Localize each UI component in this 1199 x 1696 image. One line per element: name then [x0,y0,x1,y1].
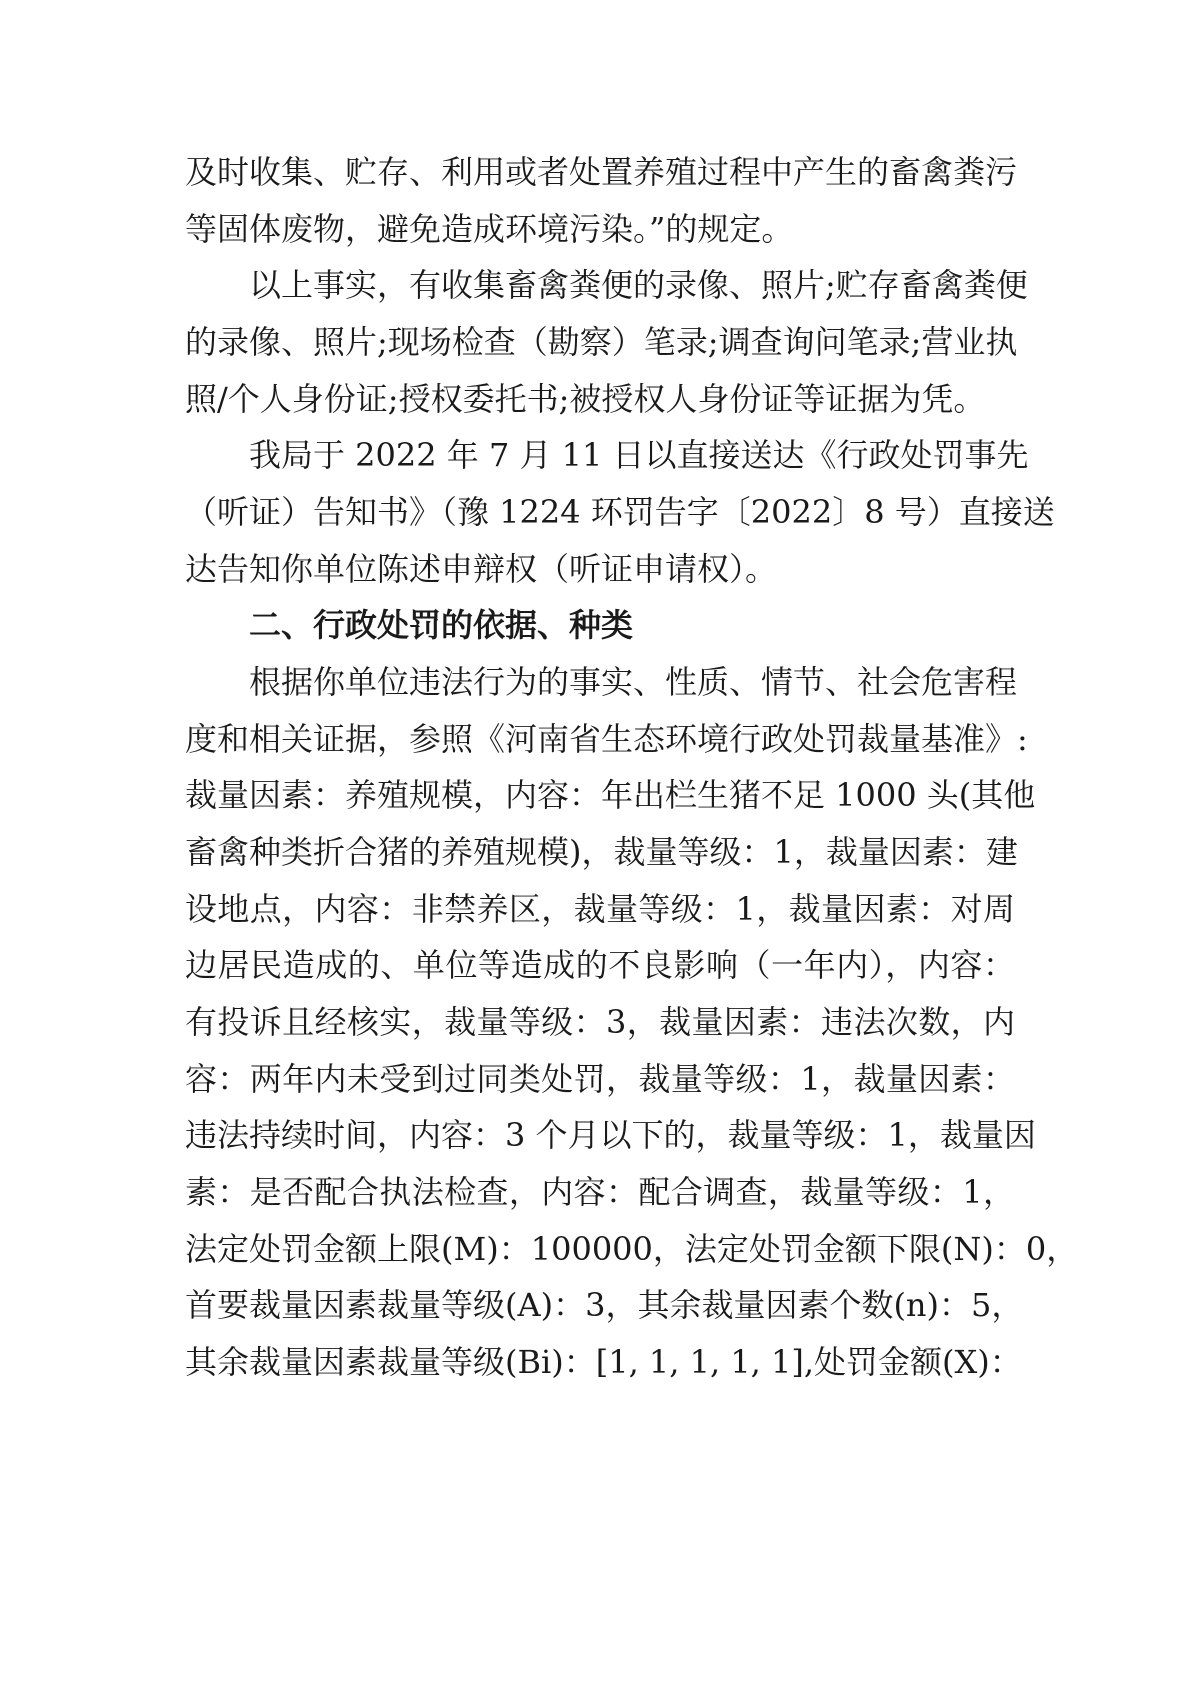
body-line: 容：两年内未受到过同类处罚，裁量等级：1，裁量因素： [185,1060,1015,1098]
paragraph-basis: 根据你单位违法行为的事实、性质、情节、社会危害程 [249,663,1018,701]
body-line: 首要裁量因素裁量等级(A)：3，其余裁量因素个数(n)：5， [185,1286,1024,1324]
body-line: 裁量因素：养殖规模，内容：年出栏生猪不足 1000 头(其他 [185,776,1036,814]
body-line: 等固体废物，避免造成环境污染。”的规定。 [185,210,794,248]
paragraph-evidence: 以上事实，有收集畜禽粪便的录像、照片;贮存畜禽粪便 [249,266,1028,304]
body-line: 其余裁量因素裁量等级(Bi)：[1, 1, 1, 1, 1],处罚金额(X)： [185,1343,1022,1381]
body-line: 法定处罚金额上限(M)：100000，法定处罚金额下限(N)：0， [185,1230,1079,1268]
body-line: 照/个人身份证;授权委托书;被授权人身份证等证据为凭。 [185,380,986,418]
body-line: 畜禽种类折合猪的养殖规模)，裁量等级：1，裁量因素：建 [185,833,1018,871]
body-line: （听证）告知书》（豫 1224 环罚告字〔2022〕8 号）直接送 [185,493,1055,531]
body-line: 度和相关证据，参照《河南省生态环境行政处罚裁量基准》: [185,720,1028,758]
body-line: 素：是否配合执法检查，内容：配合调查，裁量等级：1， [185,1173,1015,1211]
body-line: 有投诉且经核实，裁量等级：3，裁量因素：违法次数，内 [185,1003,1015,1041]
body-line: 设地点，内容：非禁养区，裁量等级：1，裁量因素：对周 [185,890,1015,928]
section-heading: 二、行政处罚的依据、种类 [249,606,634,644]
body-line: 违法持续时间，内容：3 个月以下的，裁量等级：1，裁量因 [185,1116,1036,1154]
body-line: 边居民造成的、单位等造成的不良影响（一年内），内容： [185,946,1015,984]
paragraph-notice: 我局于 2022 年 7 月 11 日以直接送达《行政处罚事先 [249,436,1029,474]
body-line: 达告知你单位陈述申辩权（听证申请权）。 [185,550,778,588]
body-line: 的录像、照片;现场检查（勘察）笔录;调查询问笔录;营业执 [185,323,1018,361]
body-line: 及时收集、贮存、利用或者处置养殖过程中产生的畜禽粪污 [185,153,1018,191]
